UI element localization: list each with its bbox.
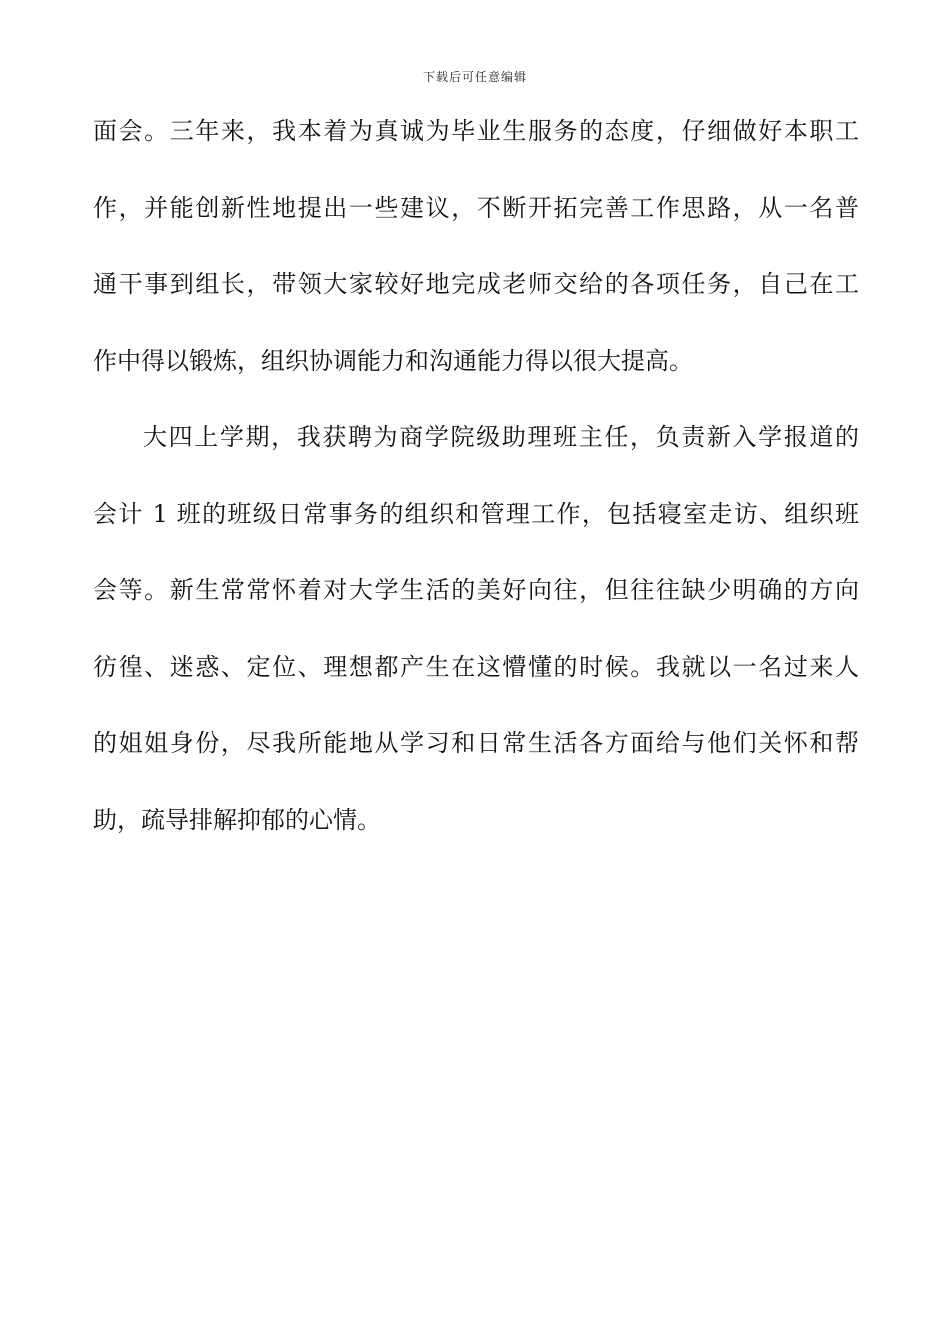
paragraph-line: 大四上学期，我获聘为商学院级助理班主任，负责新入学报道的 bbox=[143, 423, 859, 451]
paragraph-2 bbox=[93, 412, 859, 871]
paragraph-line: 会等。新生常常怀着对大学生活的美好向往，但往往缺少明确的方向 bbox=[93, 576, 859, 604]
paragraph-line: 作中得以锻炼，组织协调能力和沟通能力得以很大提高。 bbox=[93, 346, 693, 375]
paragraph-line: 助，疏导排解抑郁的心情。 bbox=[93, 805, 381, 834]
paragraph-line: 面会。三年来，我本着为真诚为毕业生服务的态度，仔细做好本职工 bbox=[93, 117, 859, 145]
paragraph-line: 的姐姐身份，尽我所能地从学习和日常生活各方面给与他们关怀和帮 bbox=[93, 729, 859, 757]
paragraph-line: 通干事到组长，带领大家较好地完成老师交给的各项任务，自己在工 bbox=[93, 270, 859, 298]
paragraph-line: 会计 1 班的班级日常事务的组织和管理工作，包括寝室走访、组织班 bbox=[93, 499, 859, 528]
paragraph-1 bbox=[93, 106, 859, 412]
paragraph-line: 作，并能创新性地提出一些建议，不断开拓完善工作思路，从一名普 bbox=[93, 193, 859, 222]
paragraph-line: 彷徨、迷惑、定位、理想都产生在这懵懂的时候。我就以一名过来人 bbox=[93, 652, 859, 681]
document-body bbox=[93, 106, 859, 871]
page-header-note: 下载后可任意编辑 bbox=[422, 70, 527, 84]
